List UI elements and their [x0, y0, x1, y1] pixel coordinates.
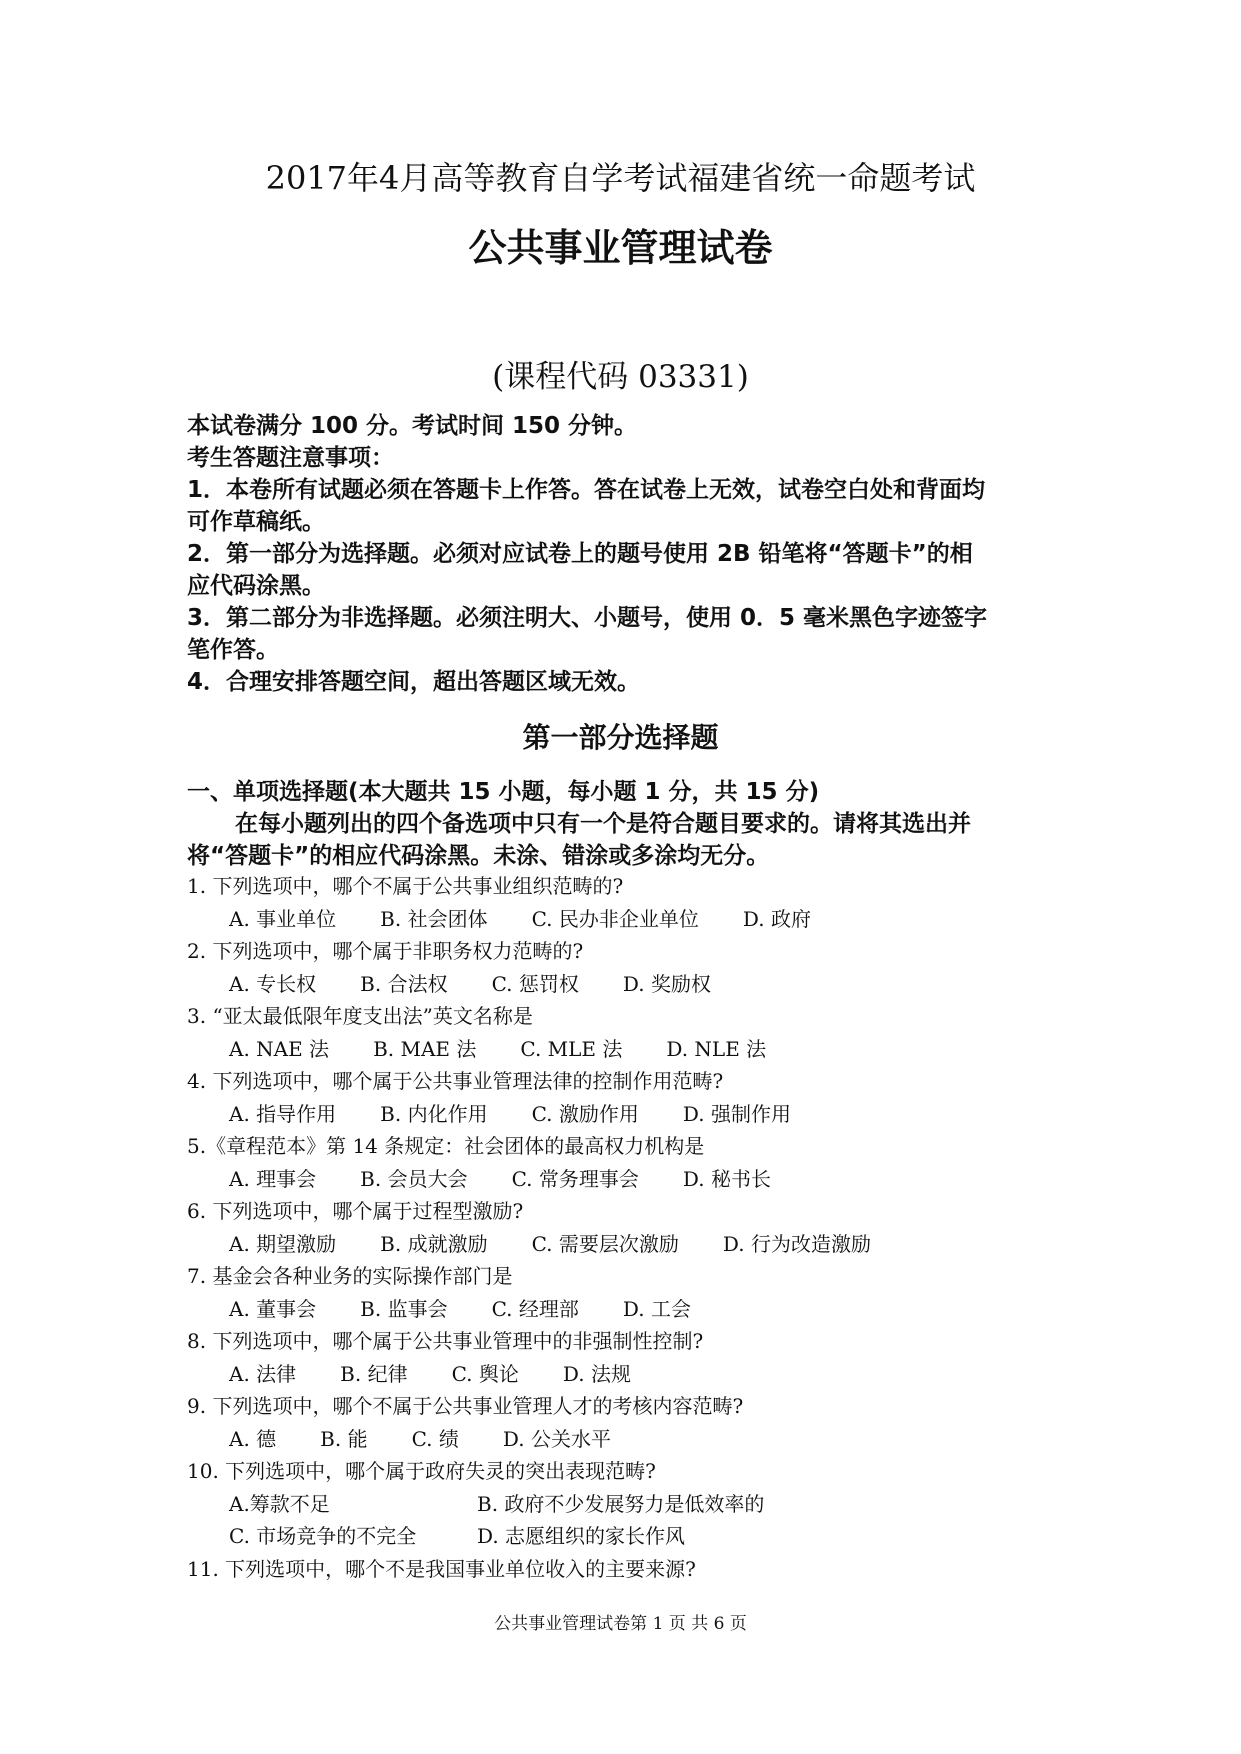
notes-item: 应代码涂黑。: [187, 573, 325, 599]
option-c: C. 市场竞争的不完全: [229, 1524, 417, 1548]
option-c: C. 舆论: [451, 1361, 519, 1386]
option-d: D. 公关水平: [502, 1426, 611, 1451]
option-b: B. 会员大会: [360, 1166, 468, 1191]
question-stem: 6. 下列选项中，哪个属于过程型激励?: [187, 1199, 524, 1223]
question-stem: 3. “亚太最低限年度支出法”英文名称是: [187, 1004, 533, 1028]
option-c: C. 常务理事会: [511, 1166, 639, 1191]
option-d: D. NLE 法: [666, 1036, 767, 1061]
question-options: [187, 968, 1067, 1001]
option-c: C. 需要层次激励: [531, 1231, 679, 1256]
option-a: A. 理事会: [229, 1166, 317, 1191]
notes-heading: 考生答题注意事项：: [187, 445, 394, 471]
exam-title: 2017年4月高等教育自学考试福建省统一命题考试: [265, 159, 976, 197]
option-a: A.筹款不足: [229, 1491, 330, 1516]
notes-item: 3．第二部分为非选择题。必须注明大、小题号，使用 0．5 毫米黑色字迹签字: [187, 605, 988, 631]
option-b: B. 社会团体: [380, 906, 488, 931]
option-d: D. 法规: [562, 1361, 631, 1386]
option-d: D. 工会: [622, 1296, 691, 1321]
question-options: [187, 1163, 1067, 1196]
option-c: C. 绩: [411, 1426, 459, 1451]
option-b: B. 成就激励: [380, 1231, 488, 1256]
option-a: A. 德: [229, 1426, 277, 1451]
option-c: C. 经理部: [491, 1296, 579, 1321]
page-footer: 公共事业管理试卷第 1 页 共 6 页: [494, 1614, 747, 1634]
option-a: A. NAE 法: [229, 1036, 330, 1061]
question-list: [187, 870, 1067, 1585]
question-stem: 2. 下列选项中，哪个属于非职务权力范畴的?: [187, 939, 584, 963]
option-d: D. 强制作用: [682, 1101, 791, 1126]
question-stem: 7. 基金会各种业务的实际操作部门是: [187, 1264, 513, 1288]
question-options: [187, 1520, 1067, 1553]
question-stem: 9. 下列选项中，哪个不属于公共事业管理人才的考核内容范畴?: [187, 1394, 744, 1418]
notes-item: 笔作答。: [187, 637, 279, 663]
option-b: B. MAE 法: [373, 1036, 477, 1061]
option-c: C. 惩罚权: [491, 971, 579, 996]
notes-item: 1．本卷所有试题必须在答题卡上作答。答在试卷上无效，试卷空白处和背面均: [187, 477, 986, 503]
question-stem: 8. 下列选项中，哪个属于公共事业管理中的非强制性控制?: [187, 1329, 704, 1353]
notes-item: 2．第一部分为选择题。必须对应试卷上的题号使用 2B 铅笔将“答题卡”的相: [187, 541, 973, 567]
notes-item: 可作草稿纸。: [187, 509, 325, 535]
option-b: B. 内化作用: [380, 1101, 488, 1126]
notes-intro: 本试卷满分 100 分。考试时间 150 分钟。: [187, 413, 638, 439]
notes-item: 4．合理安排答题空间，超出答题区域无效。: [187, 669, 641, 695]
question-group-heading: [187, 776, 1067, 872]
question-options: [187, 1423, 1067, 1456]
option-b: B. 监事会: [360, 1296, 448, 1321]
question-options: [187, 1098, 1067, 1131]
question-stem: 10. 下列选项中，哪个属于政府失灵的突出表现范畴?: [187, 1459, 656, 1483]
question-stem: 1. 下列选项中，哪个不属于公共事业组织范畴的?: [187, 874, 624, 898]
option-c: C. 激励作用: [531, 1101, 639, 1126]
option-a: A. 指导作用: [229, 1101, 337, 1126]
option-d: D. 秘书长: [682, 1166, 771, 1191]
option-b: B. 合法权: [360, 971, 448, 996]
question-group-instructions: 在每小题列出的四个备选项中只有一个是符合题目要求的。请将其选出并: [235, 811, 971, 837]
option-c: C. MLE 法: [520, 1036, 623, 1061]
option-a: A. 专长权: [229, 971, 317, 996]
question-group-title: 一、单项选择题(本大题共 15 小题，每小题 1 分，共 15 分): [187, 779, 820, 805]
section-heading: 第一部分选择题: [522, 721, 719, 754]
question-options: [187, 1033, 1067, 1066]
option-d: D. 奖励权: [622, 971, 711, 996]
option-a: A. 法律: [229, 1361, 297, 1386]
option-b: B. 能: [320, 1426, 368, 1451]
question-options: [187, 1358, 1067, 1391]
option-b: B. 纪律: [340, 1361, 408, 1386]
option-a: A. 期望激励: [229, 1231, 337, 1256]
question-stem: 5.《章程范本》第 14 条规定：社会团体的最高权力机构是: [187, 1134, 705, 1158]
option-d: D. 行为改造激励: [722, 1231, 871, 1256]
question-group-instructions: 将“答题卡”的相应代码涂黑。未涂、错涂或多涂均无分。: [187, 843, 770, 869]
exam-notes: [187, 410, 1057, 698]
question-stem: 4. 下列选项中，哪个属于公共事业管理法律的控制作用范畴?: [187, 1069, 724, 1093]
question-options: [187, 903, 1067, 936]
question-options: [187, 1488, 1067, 1521]
option-d: D. 志愿组织的家长作风: [477, 1524, 686, 1548]
course-code: (课程代码 03331): [492, 359, 749, 395]
paper-title: 公共事业管理试卷: [468, 226, 773, 270]
question-options: [187, 1293, 1067, 1326]
option-d: D. 政府: [742, 906, 811, 931]
option-a: A. 董事会: [229, 1296, 317, 1321]
option-a: A. 事业单位: [229, 906, 337, 931]
question-options: [187, 1228, 1067, 1261]
option-b: B. 政府不少发展努力是低效率的: [477, 1491, 765, 1516]
option-c: C. 民办非企业单位: [531, 906, 699, 931]
question-stem: 11. 下列选项中，哪个不是我国事业单位收入的主要来源?: [187, 1556, 696, 1581]
